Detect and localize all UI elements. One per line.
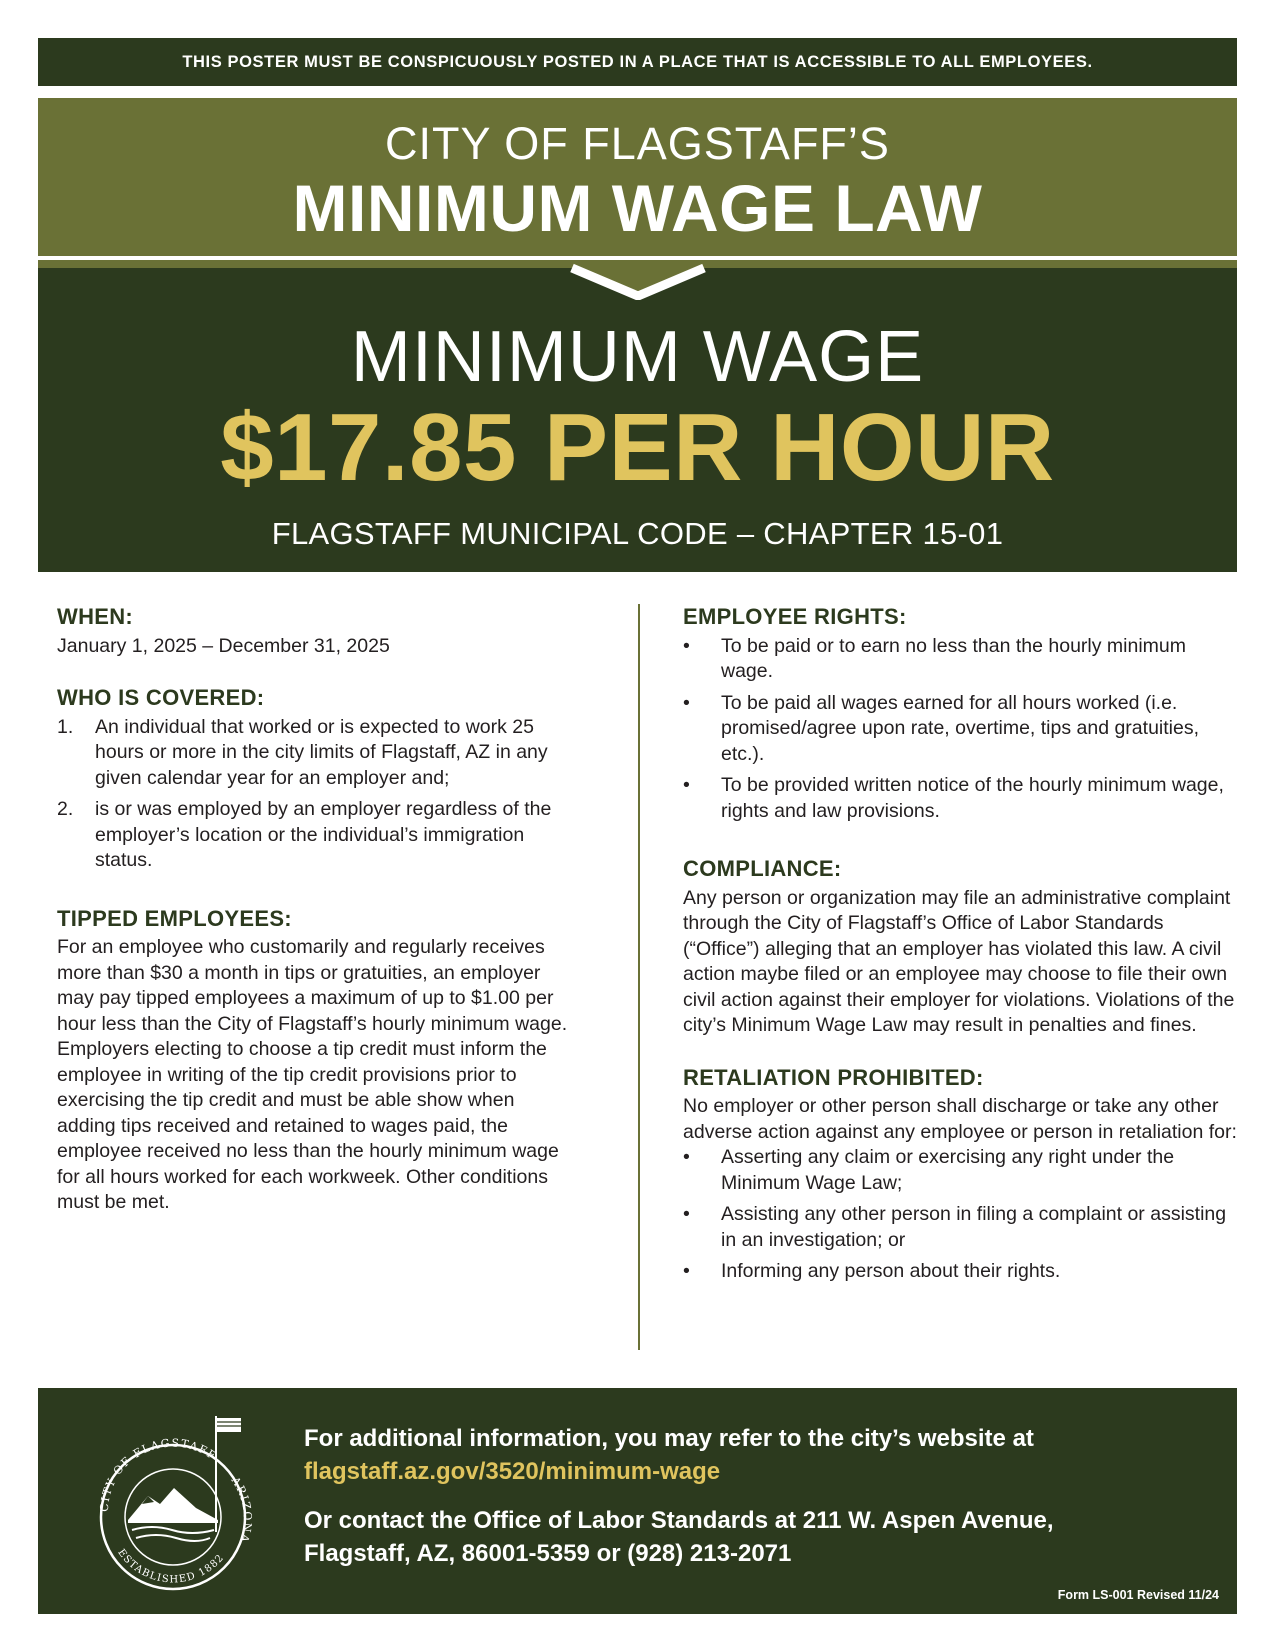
bullet-icon: • <box>683 634 690 657</box>
list-item <box>683 634 1243 685</box>
list-item <box>683 1202 1243 1253</box>
wage-band <box>38 268 1237 572</box>
contact-line-1: Or contact the Office of Labor Standards at 211 W. Aspen Avenue, <box>304 1507 1054 1534</box>
bullet-icon: • <box>683 1146 690 1168</box>
list-item-text: is or was employed by an employer regardless of the employer’s location or the individual’s immigration status. <box>95 798 552 871</box>
who-covered-heading: WHO IS COVERED: <box>57 685 265 710</box>
list-item <box>683 1145 1243 1196</box>
right-column <box>683 604 1243 1291</box>
seal-bottom-text: ESTABLISHED 1882 <box>115 1547 227 1586</box>
list-item <box>57 715 577 792</box>
form-number: Form LS-001 Revised 11/24 <box>1057 1588 1219 1602</box>
list-item-text: To be provided written notice of the hourly minimum wage, rights and law provisions. <box>721 774 1224 822</box>
list-item-text: To be paid all wages earned for all hours worked (i.e. promised/agree upon rate, overtime, tips and gratuities, etc.). <box>721 691 1200 765</box>
tipped-employees-section <box>57 906 577 1216</box>
retaliation-text: No employer or other person shall discharge or take any other adverse action against any employee or person in retaliation for: <box>683 1095 1237 1143</box>
footer-text <box>304 1422 1054 1570</box>
tipped-employees-heading: TIPPED EMPLOYEES: <box>57 905 292 931</box>
employee-rights-heading: EMPLOYEE RIGHTS: <box>683 604 907 629</box>
list-item-text: Asserting any claim or exercising any right under the Minimum Wage Law; <box>721 1146 1175 1194</box>
title-band <box>38 98 1237 256</box>
employee-rights-section <box>683 604 1243 824</box>
left-column <box>57 604 577 1216</box>
compliance-section <box>683 856 1243 1039</box>
city-seal-icon <box>86 1412 260 1592</box>
list-item <box>683 1259 1243 1285</box>
svg-text:ARIZONA <box>228 1474 254 1546</box>
contact-footer <box>38 1388 1237 1614</box>
bullet-icon: • <box>683 1260 690 1282</box>
compliance-text: Any person or organization may file an administrative complaint through the City of Flagstaff’s Office of Labor Standards (“Office”) alleging that an employer has violated this law. A civil action maybe filed or an employee may choose to file their own civil action against their employer for violations. Violations of the city’s Minimum Wage Law may result in penalties and fines. <box>683 886 1235 1036</box>
column-divider <box>638 604 640 1350</box>
wage-amount: $17.85 PER HOUR <box>220 394 1055 501</box>
bullet-icon: • <box>683 691 690 714</box>
municipal-code: FLAGSTAFF MUNICIPAL CODE – CHAPTER 15-01 <box>271 516 1004 551</box>
compliance-heading: COMPLIANCE: <box>683 856 842 881</box>
list-number: 1. <box>57 715 74 738</box>
when-heading: WHEN: <box>57 604 134 629</box>
list-item <box>57 797 577 874</box>
website-link[interactable]: flagstaff.az.gov/3520/minimum-wage <box>304 1458 721 1485</box>
posting-notice-text: THIS POSTER MUST BE CONSPICUOUSLY POSTED IN A PLACE THAT IS ACCESSIBLE TO ALL EMPLOYEES. <box>182 52 1093 71</box>
law-title: MINIMUM WAGE LAW <box>292 171 983 245</box>
contact-line-2: Flagstaff, AZ, 86001-5359 or (928) 213-2071 <box>304 1540 792 1567</box>
city-title: CITY OF FLAGSTAFF’S <box>385 118 890 169</box>
tipped-employees-text: For an employee who customarily and regularly receives more than $30 a month in tips or gratuities, an employer may pay tipped employees a maximum of up to $1.00 per hour less than the City of Flagstaff’s hourly minimum wage. Employers electing to choose a tip credit must inform the employee in writing of the tip credit provisions prior to exercising the tip credit and must be able show when adding tips received and retained to wages paid, the employee received no less than the hourly minimum wage for all hours worked for each workweek. Other conditions must be met. <box>57 936 568 1213</box>
seal-right-text: ARIZONA <box>228 1474 255 1546</box>
list-item-text: An individual that worked or is expected to work 25 hours or more in the city limits of Flagstaff, AZ in any given calendar year for an employer and; <box>95 715 548 789</box>
info-text: For additional information, you may refer to the city’s website at <box>304 1425 1034 1452</box>
when-dates: January 1, 2025 – December 31, 2025 <box>57 634 390 657</box>
retaliation-section <box>683 1065 1243 1285</box>
posting-notice-bar <box>38 38 1237 86</box>
bullet-icon: • <box>683 774 690 796</box>
list-item-text: Assisting any other person in filing a complaint or assisting in an investigation; or <box>721 1203 1227 1251</box>
when-section <box>57 604 577 659</box>
retaliation-heading: RETALIATION PROHIBITED: <box>683 1064 984 1090</box>
bullet-icon: • <box>683 1203 690 1225</box>
svg-text:CITY OF FLAGSTAFF <box>98 1437 219 1513</box>
list-item <box>683 691 1243 768</box>
list-item <box>683 773 1243 824</box>
list-number: 2. <box>57 798 74 820</box>
minimum-wage-label: MINIMUM WAGE <box>350 317 925 397</box>
seal-top-text: CITY OF FLAGSTAFF <box>97 1436 220 1513</box>
list-item-text: To be paid or to earn no less than the hourly minimum wage. <box>721 634 1187 682</box>
who-covered-section <box>57 685 577 874</box>
list-item-text: Informing any person about their rights. <box>721 1260 1061 1282</box>
